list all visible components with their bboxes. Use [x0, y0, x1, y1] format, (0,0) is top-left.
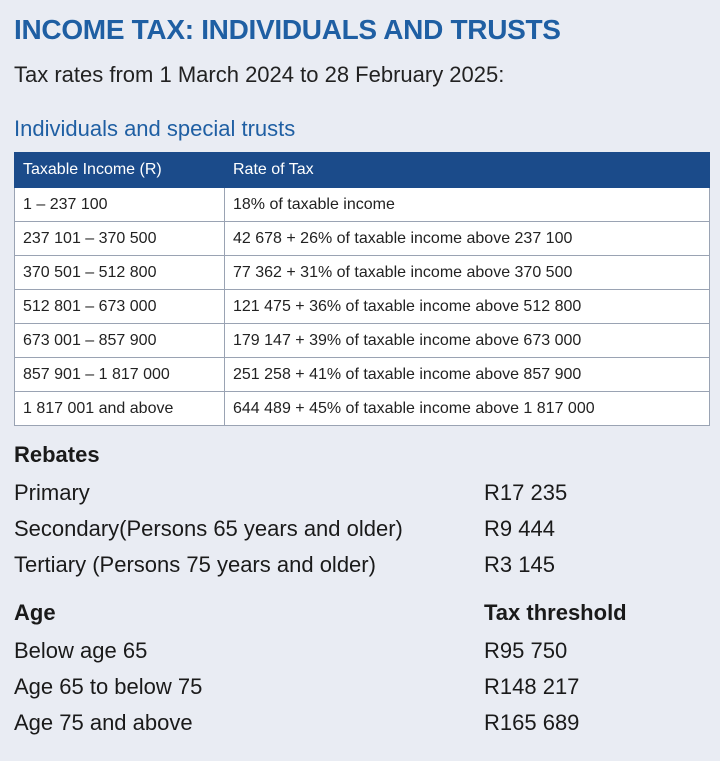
tax-threshold-heading: Tax threshold [484, 600, 627, 625]
income-bracket: 1 817 001 and above [15, 392, 225, 426]
tax-rate: 179 147 + 39% of taxable income above 673 000 [225, 324, 710, 358]
rebate-label: Tertiary (Persons 75 years and older) [14, 552, 376, 577]
threshold-value: R165 689 [484, 710, 580, 735]
tax-rate: 251 258 + 41% of taxable income above 857 900 [225, 358, 710, 392]
table-row [15, 324, 710, 358]
threshold-heading-row [14, 600, 694, 636]
tax-rate: 644 489 + 45% of taxable income above 1 817 000 [225, 392, 710, 426]
rebate-row-secondary [14, 516, 694, 552]
threshold-row-75-above [14, 710, 694, 746]
page-title: INCOME TAX: INDIVIDUALS AND TRUSTS [14, 14, 561, 45]
table-row [15, 358, 710, 392]
threshold-row-65-to-75 [14, 674, 694, 710]
table-row [15, 392, 710, 426]
income-bracket: 512 801 – 673 000 [15, 290, 225, 324]
rebate-value: R9 444 [484, 516, 555, 541]
rebates-heading: Rebates [14, 442, 100, 467]
page-subtitle: Tax rates from 1 March 2024 to 28 February 2025: [14, 62, 505, 87]
tax-rate: 121 475 + 36% of taxable income above 512 800 [225, 290, 710, 324]
age-label: Age 65 to below 75 [14, 674, 203, 699]
column-header-rate-of-tax: Rate of Tax [225, 153, 710, 188]
age-label: Age 75 and above [14, 710, 193, 735]
threshold-value: R95 750 [484, 638, 568, 663]
income-bracket: 370 501 – 512 800 [15, 256, 225, 290]
threshold-row-below-65 [14, 638, 694, 674]
tax-rate: 42 678 + 26% of taxable income above 237 100 [225, 222, 710, 256]
threshold-value: R148 217 [484, 674, 580, 699]
rebates-heading-row [14, 442, 694, 478]
age-heading: Age [14, 600, 56, 625]
tax-rate: 18% of taxable income [225, 188, 710, 222]
table-row [15, 256, 710, 290]
table-header-row [15, 153, 710, 188]
rebate-row-primary [14, 480, 694, 516]
section-title: Individuals and special trusts [14, 116, 296, 141]
rebate-label: Secondary(Persons 65 years and older) [14, 516, 403, 541]
rebate-value: R17 235 [484, 480, 568, 505]
income-bracket: 237 101 – 370 500 [15, 222, 225, 256]
tax-rate: 77 362 + 31% of taxable income above 370 500 [225, 256, 710, 290]
income-bracket: 673 001 – 857 900 [15, 324, 225, 358]
rebate-row-tertiary [14, 552, 694, 588]
income-bracket: 857 901 – 1 817 000 [15, 358, 225, 392]
rebate-label: Primary [14, 480, 90, 505]
table-row [15, 188, 710, 222]
table-row [15, 222, 710, 256]
age-label: Below age 65 [14, 638, 148, 663]
rebate-value: R3 145 [484, 552, 555, 577]
column-header-taxable-income: Taxable Income (R) [15, 153, 225, 188]
income-bracket: 1 – 237 100 [15, 188, 225, 222]
tax-rates-table [14, 152, 710, 426]
table-row [15, 290, 710, 324]
